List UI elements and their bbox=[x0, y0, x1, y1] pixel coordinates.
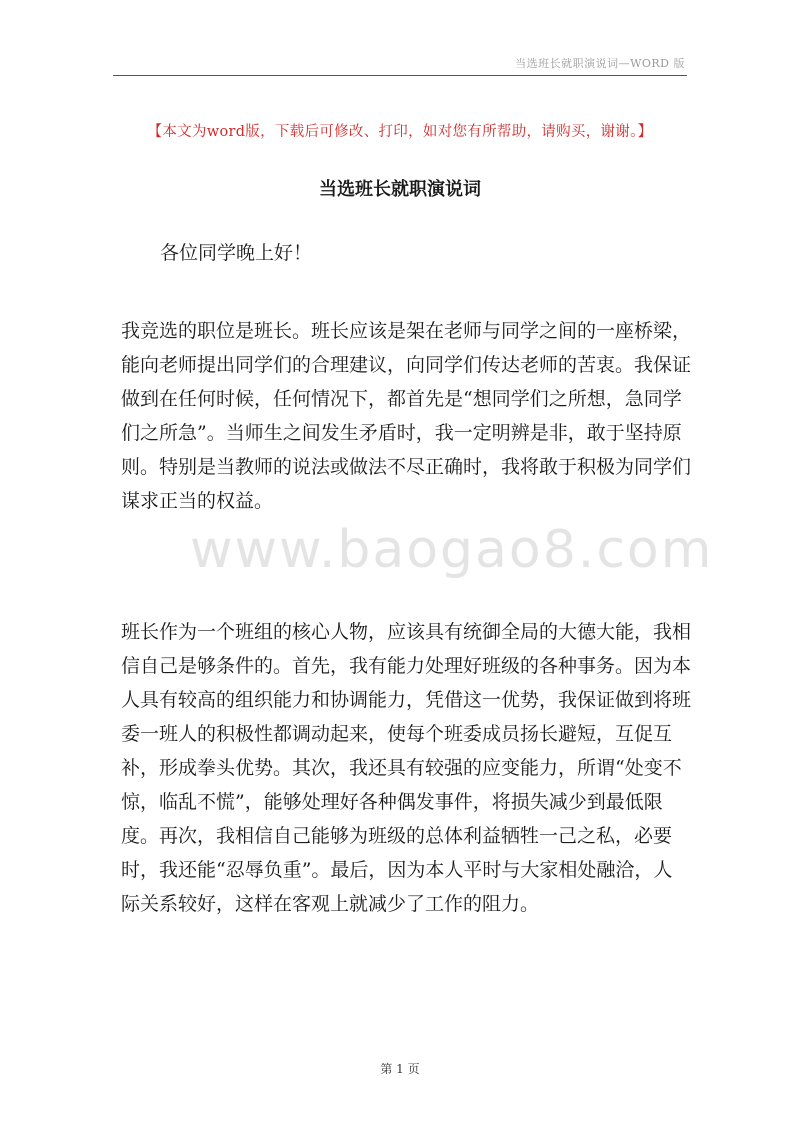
document-title: 当选班长就职演说词 bbox=[319, 179, 481, 200]
running-header: 当选班长就职演说词—WORD 版 bbox=[515, 57, 685, 70]
paragraph-1: 我竞选的职位是班长。班长应该是架在老师与同学之间的一座桥梁，能向老师提出同学们的合理建议，向同学们传达老师的苦衷。我保证做到在任何时候，任何情况下，都首先是“想同学们之所想，急同学们之所急”。当师生之间发生矛盾时，我一定明辨是非，敢于坚持原则。特别是当教师的说法或做法不尽正确时，我将敢于积极为同学们谋求正当的权益。 bbox=[121, 320, 692, 512]
site-watermark: www.baogao8.com bbox=[190, 520, 714, 580]
header-divider bbox=[113, 75, 687, 76]
greeting-line: 各位同学晚上好！ bbox=[160, 242, 313, 264]
download-notice: 【本文为word版，下载后可修改、打印，如对您有所帮助，请购买，谢谢。】 bbox=[147, 124, 653, 140]
page-number: 第 1 页 bbox=[380, 1062, 420, 1076]
paragraph-2: 班长作为一个班组的核心人物，应该具有统御全局的大德大能，我相信自己是够条件的。首先，我有能力处理好班级的各种事务。因为本人具有较高的组织能力和协调能力，凭借这一优势，我保证做到将班委一班人的积极性都调动起来，使每个班委成员扬长避短，互促互补，形成拳头优势。其次，我还具有较强的应变能力，所谓“处变不惊，临乱不慌”，能够处理好各种偶发事件，将损失减少到最低限度。再次，我相信自己能够为班级的总体利益牺牲一己之私，必要时，我还能“忍辱负重”。最后，因为本人平时与大家相处融洽，人际关系较好，这样在客观上就减少了工作的阻力。 bbox=[121, 621, 692, 915]
